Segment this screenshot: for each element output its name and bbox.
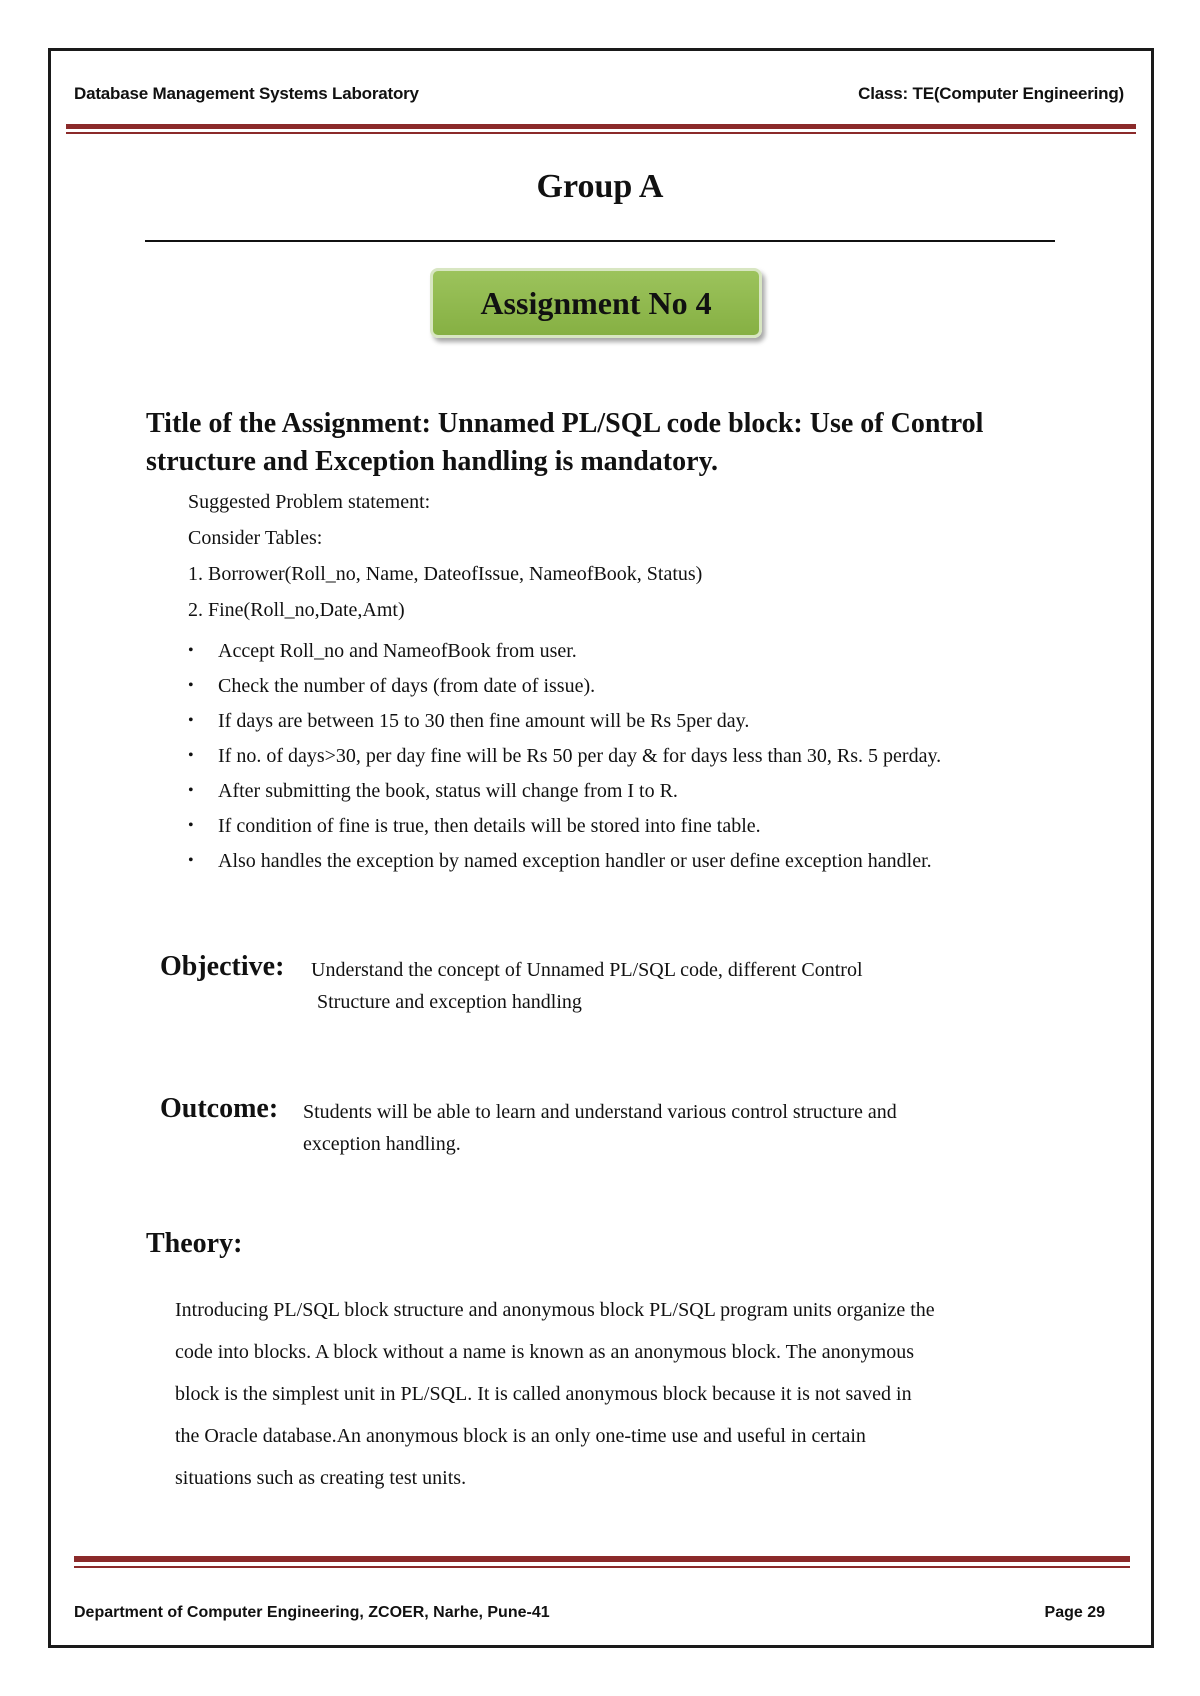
list-item: Also handles the exception by named exception handler or user define exception handler. [218,850,932,872]
bullet-icon: • [188,642,194,659]
objective-text-2: Structure and exception handling [317,991,582,1013]
objective-label: Objective: [160,951,285,982]
list-item: Check the number of days (from date of issue). [218,675,596,697]
footer-department: Department of Computer Engineering, ZCOER, Narhe, Pune-41 [74,1604,550,1621]
header-class: Class: TE(Computer Engineering) [858,84,1124,103]
bullet-icon: • [188,782,194,799]
table-fine: 2. Fine(Roll_no,Date,Amt) [188,599,405,621]
consider-tables: Consider Tables: [188,527,323,549]
group-title: Group A [536,168,664,205]
title-underline [145,240,1055,242]
header-rule-thin [66,132,1136,134]
footer-rule-thin [74,1566,1130,1568]
theory-line: code into blocks. A block without a name is known as an anonymous block. The anonymous [175,1341,914,1363]
theory-line: the Oracle database.An anonymous block is an only one-time use and useful in certain [175,1425,866,1447]
assignment-title-line-2: structure and Exception handling is mandatory. [146,446,719,477]
assignment-badge: Assignment No 4 [430,268,762,338]
assignment-title [146,405,1126,481]
footer-rule-thick [74,1556,1130,1562]
table-borrower: 1. Borrower(Roll_no, Name, DateofIssue, NameofBook, Status) [188,563,703,585]
theory-line: block is the simplest unit in PL/SQL. It is called anonymous block because it is not saved in [175,1383,912,1405]
list-item: After submitting the book, status will change from I to R. [218,780,678,802]
outcome-text-1: Students will be able to learn and understand various control structure and [303,1101,897,1123]
header-course: Database Management Systems Laboratory [74,84,419,103]
bullet-icon: • [188,712,194,729]
list-item: Accept Roll_no and NameofBook from user. [218,640,577,662]
bullet-icon: • [188,817,194,834]
theory-line: situations such as creating test units. [175,1467,467,1489]
page-number: Page 29 [1044,1604,1105,1621]
assignment-title-line-1: Title of the Assignment: Unnamed PL/SQL code block: Use of Control [146,408,984,439]
theory-line: Introducing PL/SQL block structure and anonymous block PL/SQL program units organize the [175,1299,935,1321]
header-rule-thick [66,124,1136,129]
outcome-label: Outcome: [160,1093,279,1124]
list-item: If days are between 15 to 30 then fine amount will be Rs 5per day. [218,710,750,732]
list-item: If no. of days>30, per day fine will be Rs 50 per day & for days less than 30, Rs. 5 perday. [218,745,942,767]
bullet-icon: • [188,677,194,694]
problem-heading: Suggested Problem statement: [188,491,431,513]
outcome-text-2: exception handling. [303,1133,461,1155]
bullet-icon: • [188,747,194,764]
bullet-icon: • [188,852,194,869]
list-item: If condition of fine is true, then details will be stored into fine table. [218,815,761,837]
objective-text-1: Understand the concept of Unnamed PL/SQL code, different Control [311,959,863,981]
theory-label: Theory: [146,1228,243,1259]
